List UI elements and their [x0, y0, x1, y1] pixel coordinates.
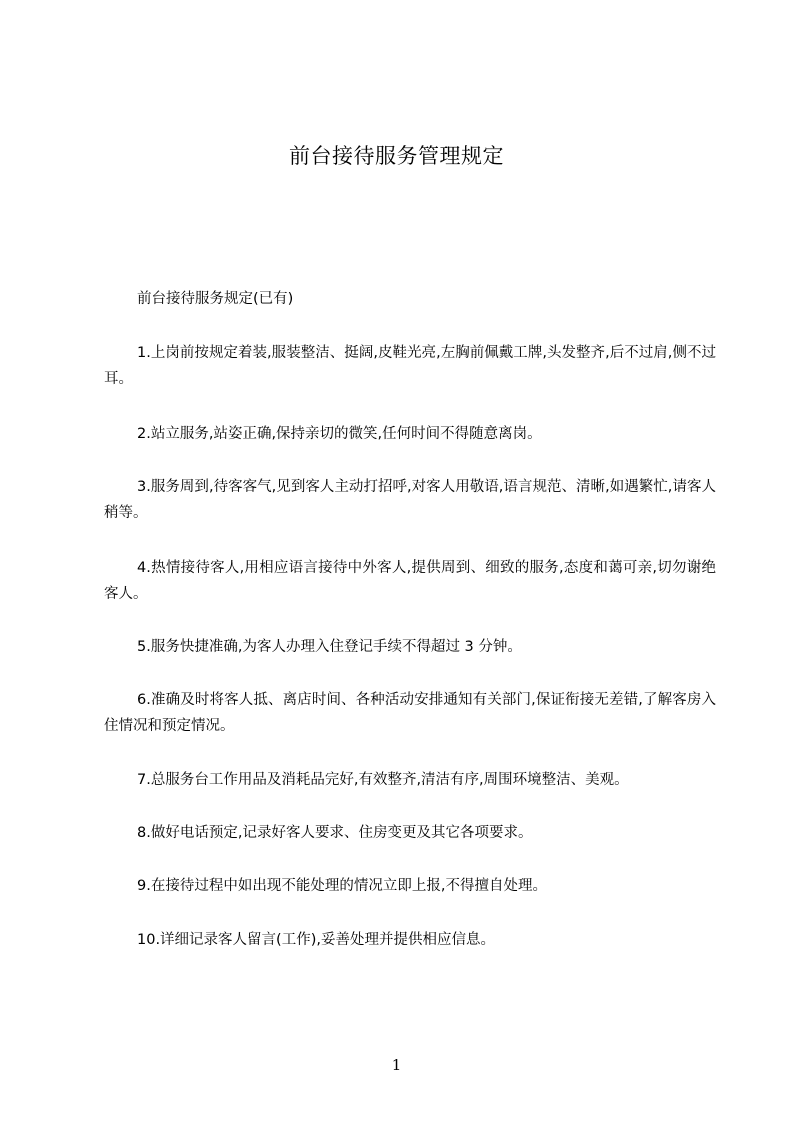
rule-item-5: 5.服务快捷准确,为客人办理入住登记手续不得超过 3 分钟。 [137, 639, 522, 655]
rule-item-6: 6.准确及时将客人抵、离店时间、各种活动安排通知有关部门,保证衔接无差错,了解客房入住情况和预定情况。 [104, 692, 716, 734]
rule-item-9: 9.在接待过程中如出现不能处理的情况立即上报,不得擅自处理。 [137, 878, 547, 894]
section-subtitle: 前台接待服务规定(已有) [137, 291, 294, 307]
page-number: 1 [391, 1056, 402, 1074]
rule-item-10: 10.详细记录客人留言(工作),妥善处理并提供相应信息。 [137, 932, 495, 948]
rule-item-4: 4.热情接待客人,用相应语言接待中外客人,提供周到、细致的服务,态度和蔼可亲,切勿谢绝客人。 [104, 560, 716, 602]
rule-item-2: 2.站立服务,站姿正确,保持亲切的微笑,任何时间不得随意离岗。 [137, 426, 542, 442]
rule-item-3: 3.服务周到,待客客气,见到客人主动打招呼,对客人用敬语,语言规范、清晰,如遇繁忙,请客人稍等。 [104, 479, 716, 521]
rule-item-7: 7.总服务台工作用品及消耗品完好,有效整齐,清洁有序,周围环境整洁、美观。 [137, 772, 629, 788]
rule-item-1: 1.上岗前按规定着装,服装整洁、挺阔,皮鞋光亮,左胸前佩戴工牌,头发整齐,后不过肩,侧不过耳。 [104, 345, 716, 387]
rule-item-8: 8.做好电话预定,记录好客人要求、住房变更及其它各项要求。 [137, 825, 533, 841]
document-title: 前台接待服务管理规定 [289, 144, 504, 168]
